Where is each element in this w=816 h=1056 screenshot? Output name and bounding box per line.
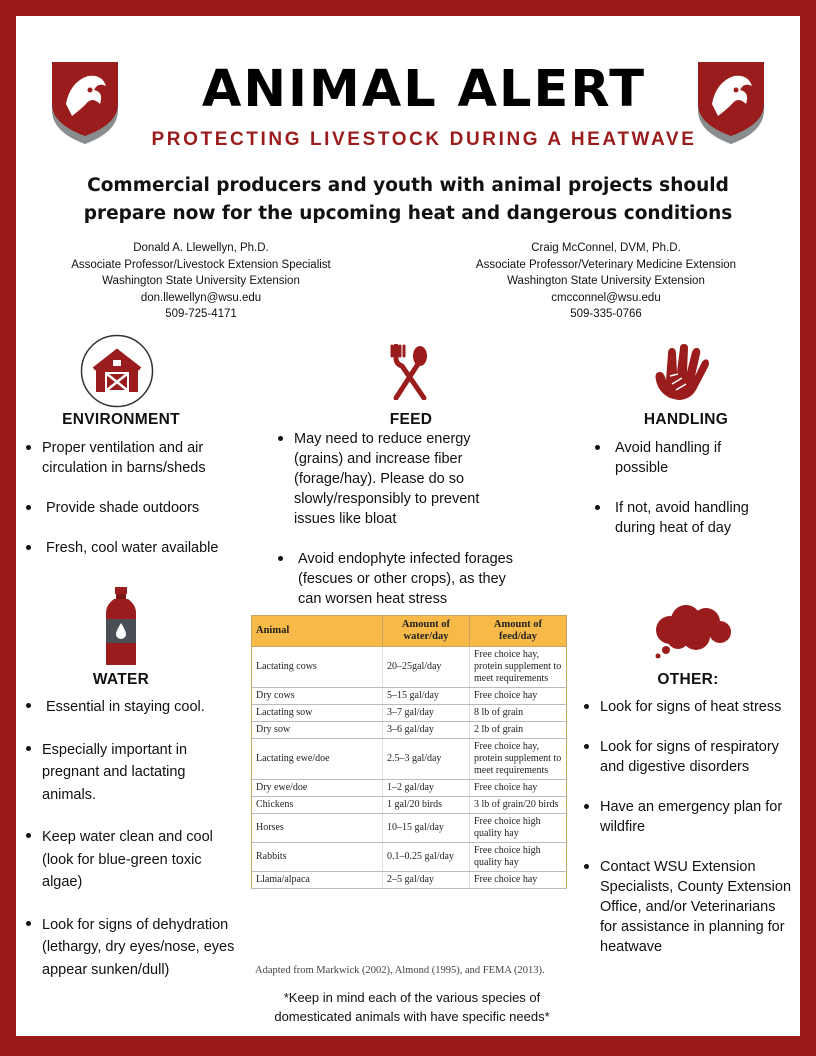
page-title: ANIMAL ALERT	[201, 60, 647, 119]
table-row	[252, 647, 567, 688]
thought-cloud-icon	[648, 604, 734, 660]
list-item: Avoid endophyte infected forages (fescues or other crops), as they can worsen heat stress	[276, 549, 516, 609]
cell-animal: Rabbits	[252, 843, 383, 872]
cell-water: 3–6 gal/day	[383, 722, 470, 739]
handling-heading: HANDLING	[643, 411, 729, 428]
other-heading: OTHER:	[657, 671, 719, 688]
contact-name: Donald A. Llewellyn, Ph.D.	[133, 242, 269, 254]
list-item: Avoid handling if possible	[593, 438, 773, 478]
other-list	[582, 697, 792, 957]
list-item: Provide shade outdoors	[24, 498, 254, 518]
environment-list	[24, 438, 254, 558]
cell-animal: Chickens	[252, 797, 383, 814]
footnote	[226, 988, 598, 1026]
table-row	[252, 872, 567, 889]
barn-icon	[80, 334, 154, 408]
feed-heading: FEED	[389, 411, 433, 428]
cell-feed: Free choice hay, protein supplement to meet requirements	[470, 647, 567, 688]
list-item: If not, avoid handling during heat of day	[593, 498, 773, 538]
list-item: Especially important in pregnant and lactating animals.	[24, 739, 242, 807]
water-heading: WATER	[92, 671, 150, 688]
table-header-water: Amount of water/day	[383, 616, 470, 647]
list-item: Look for signs of heat stress	[582, 697, 792, 717]
contact-phone: 509-725-4171	[165, 308, 237, 320]
feed-list	[276, 429, 516, 609]
table-header-row	[252, 616, 567, 647]
contact-mcconnel	[436, 240, 776, 323]
contact-name: Craig McConnel, DVM, Ph.D.	[531, 242, 681, 254]
cell-feed: 2 lb of grain	[470, 722, 567, 739]
table-row	[252, 722, 567, 739]
cell-feed: Free choice high quality hay	[470, 814, 567, 843]
cell-water: 1–2 gal/day	[383, 780, 470, 797]
list-item: Have an emergency plan for wildfire	[582, 797, 792, 837]
table-row	[252, 739, 567, 780]
cell-water: 5–15 gal/day	[383, 688, 470, 705]
handling-list	[593, 438, 773, 538]
list-item: Keep water clean and cool (look for blue-green toxic algae)	[24, 826, 242, 894]
contact-email[interactable]: don.llewellyn@wsu.edu	[140, 291, 262, 304]
cell-animal: Lactating cows	[252, 647, 383, 688]
cell-feed: Free choice high quality hay	[470, 843, 567, 872]
cell-water: 2–5 gal/day	[383, 872, 470, 889]
flyer-page	[16, 16, 800, 1036]
list-item: Look for signs of dehydration (lethargy, dry eyes/nose, eyes appear sunken/dull)	[24, 914, 242, 982]
hand-icon	[652, 344, 712, 400]
cell-animal: Horses	[252, 814, 383, 843]
cell-feed: Free choice hay	[470, 688, 567, 705]
contact-phone: 509-335-0766	[570, 308, 642, 320]
table-header-feed: Amount of feed/day	[470, 616, 567, 647]
contact-title: Associate Professor/Veterinary Medicine Extension	[475, 258, 737, 271]
headline	[46, 172, 770, 228]
list-item: May need to reduce energy (grains) and increase fiber (forage/hay). Please do so slowly/responsibly to prevent issues like bloat	[276, 429, 516, 529]
contact-llewellyn	[36, 240, 366, 323]
cell-animal: Dry cows	[252, 688, 383, 705]
contact-title: Associate Professor/Livestock Extension Specialist	[71, 258, 331, 271]
list-item: Proper ventilation and air circulation in barns/sheds	[24, 438, 254, 478]
cell-water: 2.5–3 gal/day	[383, 739, 470, 780]
cell-feed: 3 lb of grain/20 birds	[470, 797, 567, 814]
cell-feed: 8 lb of grain	[470, 705, 567, 722]
cell-feed: Free choice hay	[470, 780, 567, 797]
table-row	[252, 843, 567, 872]
cell-animal: Dry ewe/doe	[252, 780, 383, 797]
cell-feed: Free choice hay, protein supplement to meet requirements	[470, 739, 567, 780]
cell-animal: Llama/alpaca	[252, 872, 383, 889]
cell-water: 20–25gal/day	[383, 647, 470, 688]
headline-line-1: Commercial producers and youth with animal projects should	[87, 175, 729, 196]
table-header-animal: Animal	[252, 616, 383, 647]
water-feed-table	[251, 615, 567, 889]
contact-email[interactable]: cmcconnel@wsu.edu	[551, 291, 661, 304]
table-row	[252, 814, 567, 843]
table-row	[252, 688, 567, 705]
water-list	[24, 696, 242, 981]
list-item: Fresh, cool water available	[24, 538, 254, 558]
contact-org: Washington State University Extension	[102, 275, 300, 287]
cell-water: 1 gal/20 birds	[383, 797, 470, 814]
footnote-line-2: domesticated animals with have specific needs*	[274, 1009, 550, 1024]
cell-water: 0.1–0.25 gal/day	[383, 843, 470, 872]
fork-spoon-icon	[390, 344, 430, 400]
wsu-logo-left	[50, 60, 120, 146]
environment-heading: ENVIRONMENT	[62, 411, 180, 428]
cell-animal: Lactating ewe/doe	[252, 739, 383, 780]
headline-line-2: prepare now for the upcoming heat and dangerous conditions	[83, 203, 733, 224]
contact-org: Washington State University Extension	[507, 275, 705, 287]
footnote-line-1: *Keep in mind each of the various species of	[283, 990, 541, 1005]
list-item: Essential in staying cool.	[24, 696, 242, 719]
list-item: Look for signs of respiratory and digestive disorders	[582, 737, 792, 777]
list-item: Contact WSU Extension Specialists, County Extension Office, and/or Veterinarians for assistance in planning for heatwave	[582, 857, 792, 957]
table-body	[252, 647, 567, 889]
table-row	[252, 797, 567, 814]
cell-water: 3–7 gal/day	[383, 705, 470, 722]
table-row	[252, 780, 567, 797]
cell-water: 10–15 gal/day	[383, 814, 470, 843]
cell-feed: Free choice hay	[470, 872, 567, 889]
water-bottle-icon	[104, 587, 138, 667]
cell-animal: Dry sow	[252, 722, 383, 739]
table-source-note: Adapted from Markwick (2002), Almond (1995), and FEMA (2013).	[255, 965, 545, 976]
page-subtitle: PROTECTING LIVESTOCK DURING A HEATWAVE	[151, 129, 697, 150]
table-row	[252, 705, 567, 722]
cell-animal: Lactating sow	[252, 705, 383, 722]
